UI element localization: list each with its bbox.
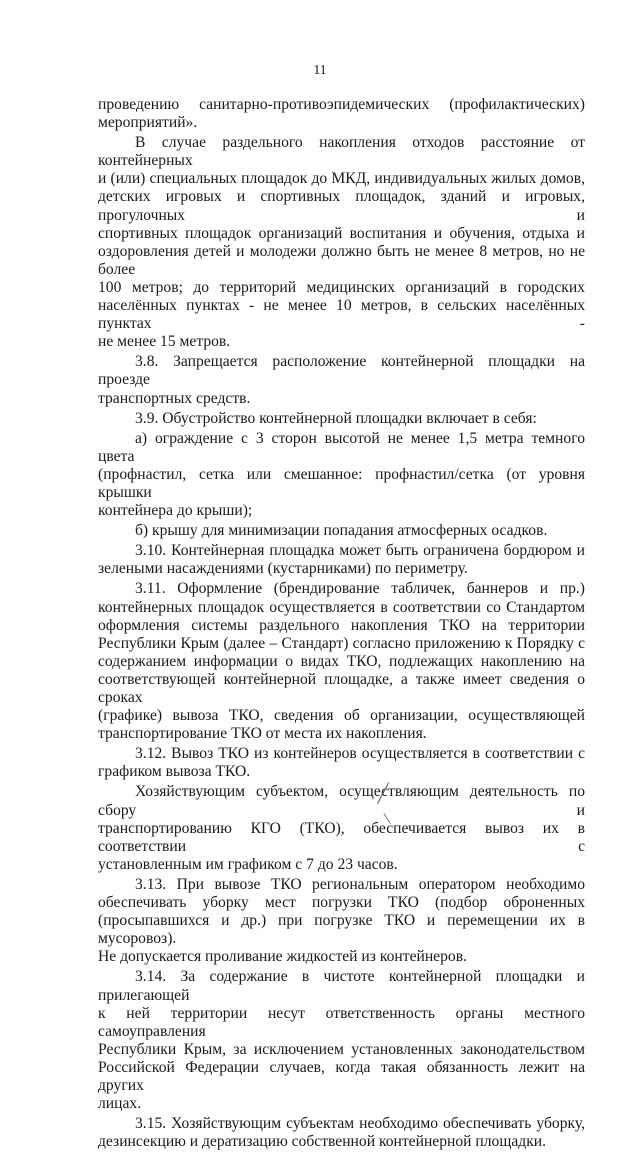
text-line: содержанием информации о видах ТКО, подлежащих накоплению на (98, 652, 585, 670)
text-line: Республики Крым, за исключением установленных законодательством (98, 1040, 585, 1058)
text-line: контейнера до крыши); (98, 502, 253, 520)
text-line: транспортированию КГО (ТКО), обеспечивается вывоз их в соответствии с (98, 819, 585, 855)
text-line: зелеными насаждениями (кустарниками) по периметру. (98, 560, 468, 578)
paragraph (98, 134, 585, 351)
text-line: соответствующей контейнерной площадке, а также имеет сведения о сроках (98, 670, 585, 706)
text-line: установленным им графиком с 7 до 23 часов. (98, 855, 398, 873)
text-line: 3.9. Обустройство контейнерной площадки включает в себя: (135, 409, 537, 427)
text-line: Республики Крым (далее – Стандарт) согласно приложению к Порядку с (98, 634, 585, 652)
text-line: оздоровления детей и молодежи должно быть не менее 8 метров, но не более (98, 242, 585, 278)
paragraph (98, 522, 585, 540)
text-line: транспортных средств. (98, 389, 251, 407)
paragraph (98, 1115, 585, 1151)
text-line: 3.13. При вывозе ТКО региональным оператором необходимо (135, 875, 585, 893)
text-line: 3.14. За содержание в чистоте контейнерной площадки и прилегающей (98, 968, 585, 1004)
paragraph (98, 876, 585, 966)
text-line: 3.11. Оформление (брендирование табличек, баннеров и пр.) (135, 580, 585, 598)
text-line: лицах. (98, 1095, 142, 1113)
text-line: дезинсекцию и дератизацию собственной контейнерной площадки. (98, 1133, 547, 1151)
text-line: Не допускается проливание жидкостей из контейнеров. (98, 948, 467, 966)
text-line: мероприятий». (98, 114, 198, 132)
paragraph (98, 542, 585, 578)
text-line: спортивных площадок организаций воспитания и обучения, отдыха и (98, 224, 585, 242)
text-line: оформления системы раздельного накопления ТКО на территории (98, 616, 585, 634)
text-line: Хозяйствующим субъектом, осуществляющим деятельность по сбору и (98, 783, 585, 819)
text-line: контейнерных площадок осуществляется в соответствии со Стандартом (98, 598, 585, 616)
text-line: к ней территории несут ответственность органы местного самоуправления (98, 1004, 585, 1040)
text-line: графиком вывоза ТКО. (98, 763, 251, 781)
text-line: 3.12. Вывоз ТКО из контейнеров осуществляется в соответствии с (135, 745, 585, 763)
text-line: В случае раздельного накопления отходов расстояние от контейнерных (98, 134, 585, 170)
text-line: (просыпавшихся и др.) при погрузке ТКО и перемещении их в мусоровоз). (98, 912, 585, 948)
text-line: детских игровых и спортивных площадок, зданий и игровых, прогулочных и (98, 188, 585, 224)
paragraph (98, 410, 585, 428)
text-line: (графике) вывоза ТКО, сведения об организации, осуществляющей (98, 707, 585, 725)
text-line: не менее 15 метров. (98, 333, 231, 351)
text-line: 100 метров; до территорий медицинских организаций в городских (98, 278, 585, 296)
text-line: и (или) специальных площадок до МКД, индивидуальных жилых домов, (98, 170, 585, 188)
text-line: а) ограждение с 3 сторон высотой не менее 1,5 метра темного цвета (98, 429, 585, 465)
paragraph (98, 968, 585, 1113)
paragraph (98, 745, 585, 781)
text-line: б) крышу для минимизации попадания атмосферных осадков. (135, 522, 548, 540)
text-line: 3.8. Запрещается расположение контейнерной площадки на проезде (98, 353, 585, 389)
paragraph (98, 353, 585, 407)
text-line: населённых пунктах - не менее 10 метров, в сельских населённых пунктах - (98, 297, 585, 333)
document-body (98, 96, 585, 1153)
paragraph (98, 783, 585, 873)
text-line: 3.15. Хозяйствующим субъектам необходимо обеспечивать уборку, (135, 1115, 585, 1133)
text-line: транспортирование ТКО от места их накопления. (98, 725, 427, 743)
page-number: 11 (313, 62, 327, 77)
paragraph (98, 96, 585, 132)
paragraph (98, 430, 585, 520)
text-line: Российской Федерации случаев, когда такая обязанность лежит на других (98, 1058, 585, 1094)
text-line: обеспечивать уборку мест погрузки ТКО (подбор оброненных (98, 894, 585, 912)
text-line: 3.10. Контейнерная площадка может быть ограничена бордюром и (135, 542, 585, 560)
text-line: (профнастил, сетка или смешанное: профнастил/сетка (от уровня крышки (98, 465, 585, 501)
text-line: проведению санитарно-противоэпидемических (профилактических) (98, 96, 585, 113)
paragraph (98, 580, 585, 743)
